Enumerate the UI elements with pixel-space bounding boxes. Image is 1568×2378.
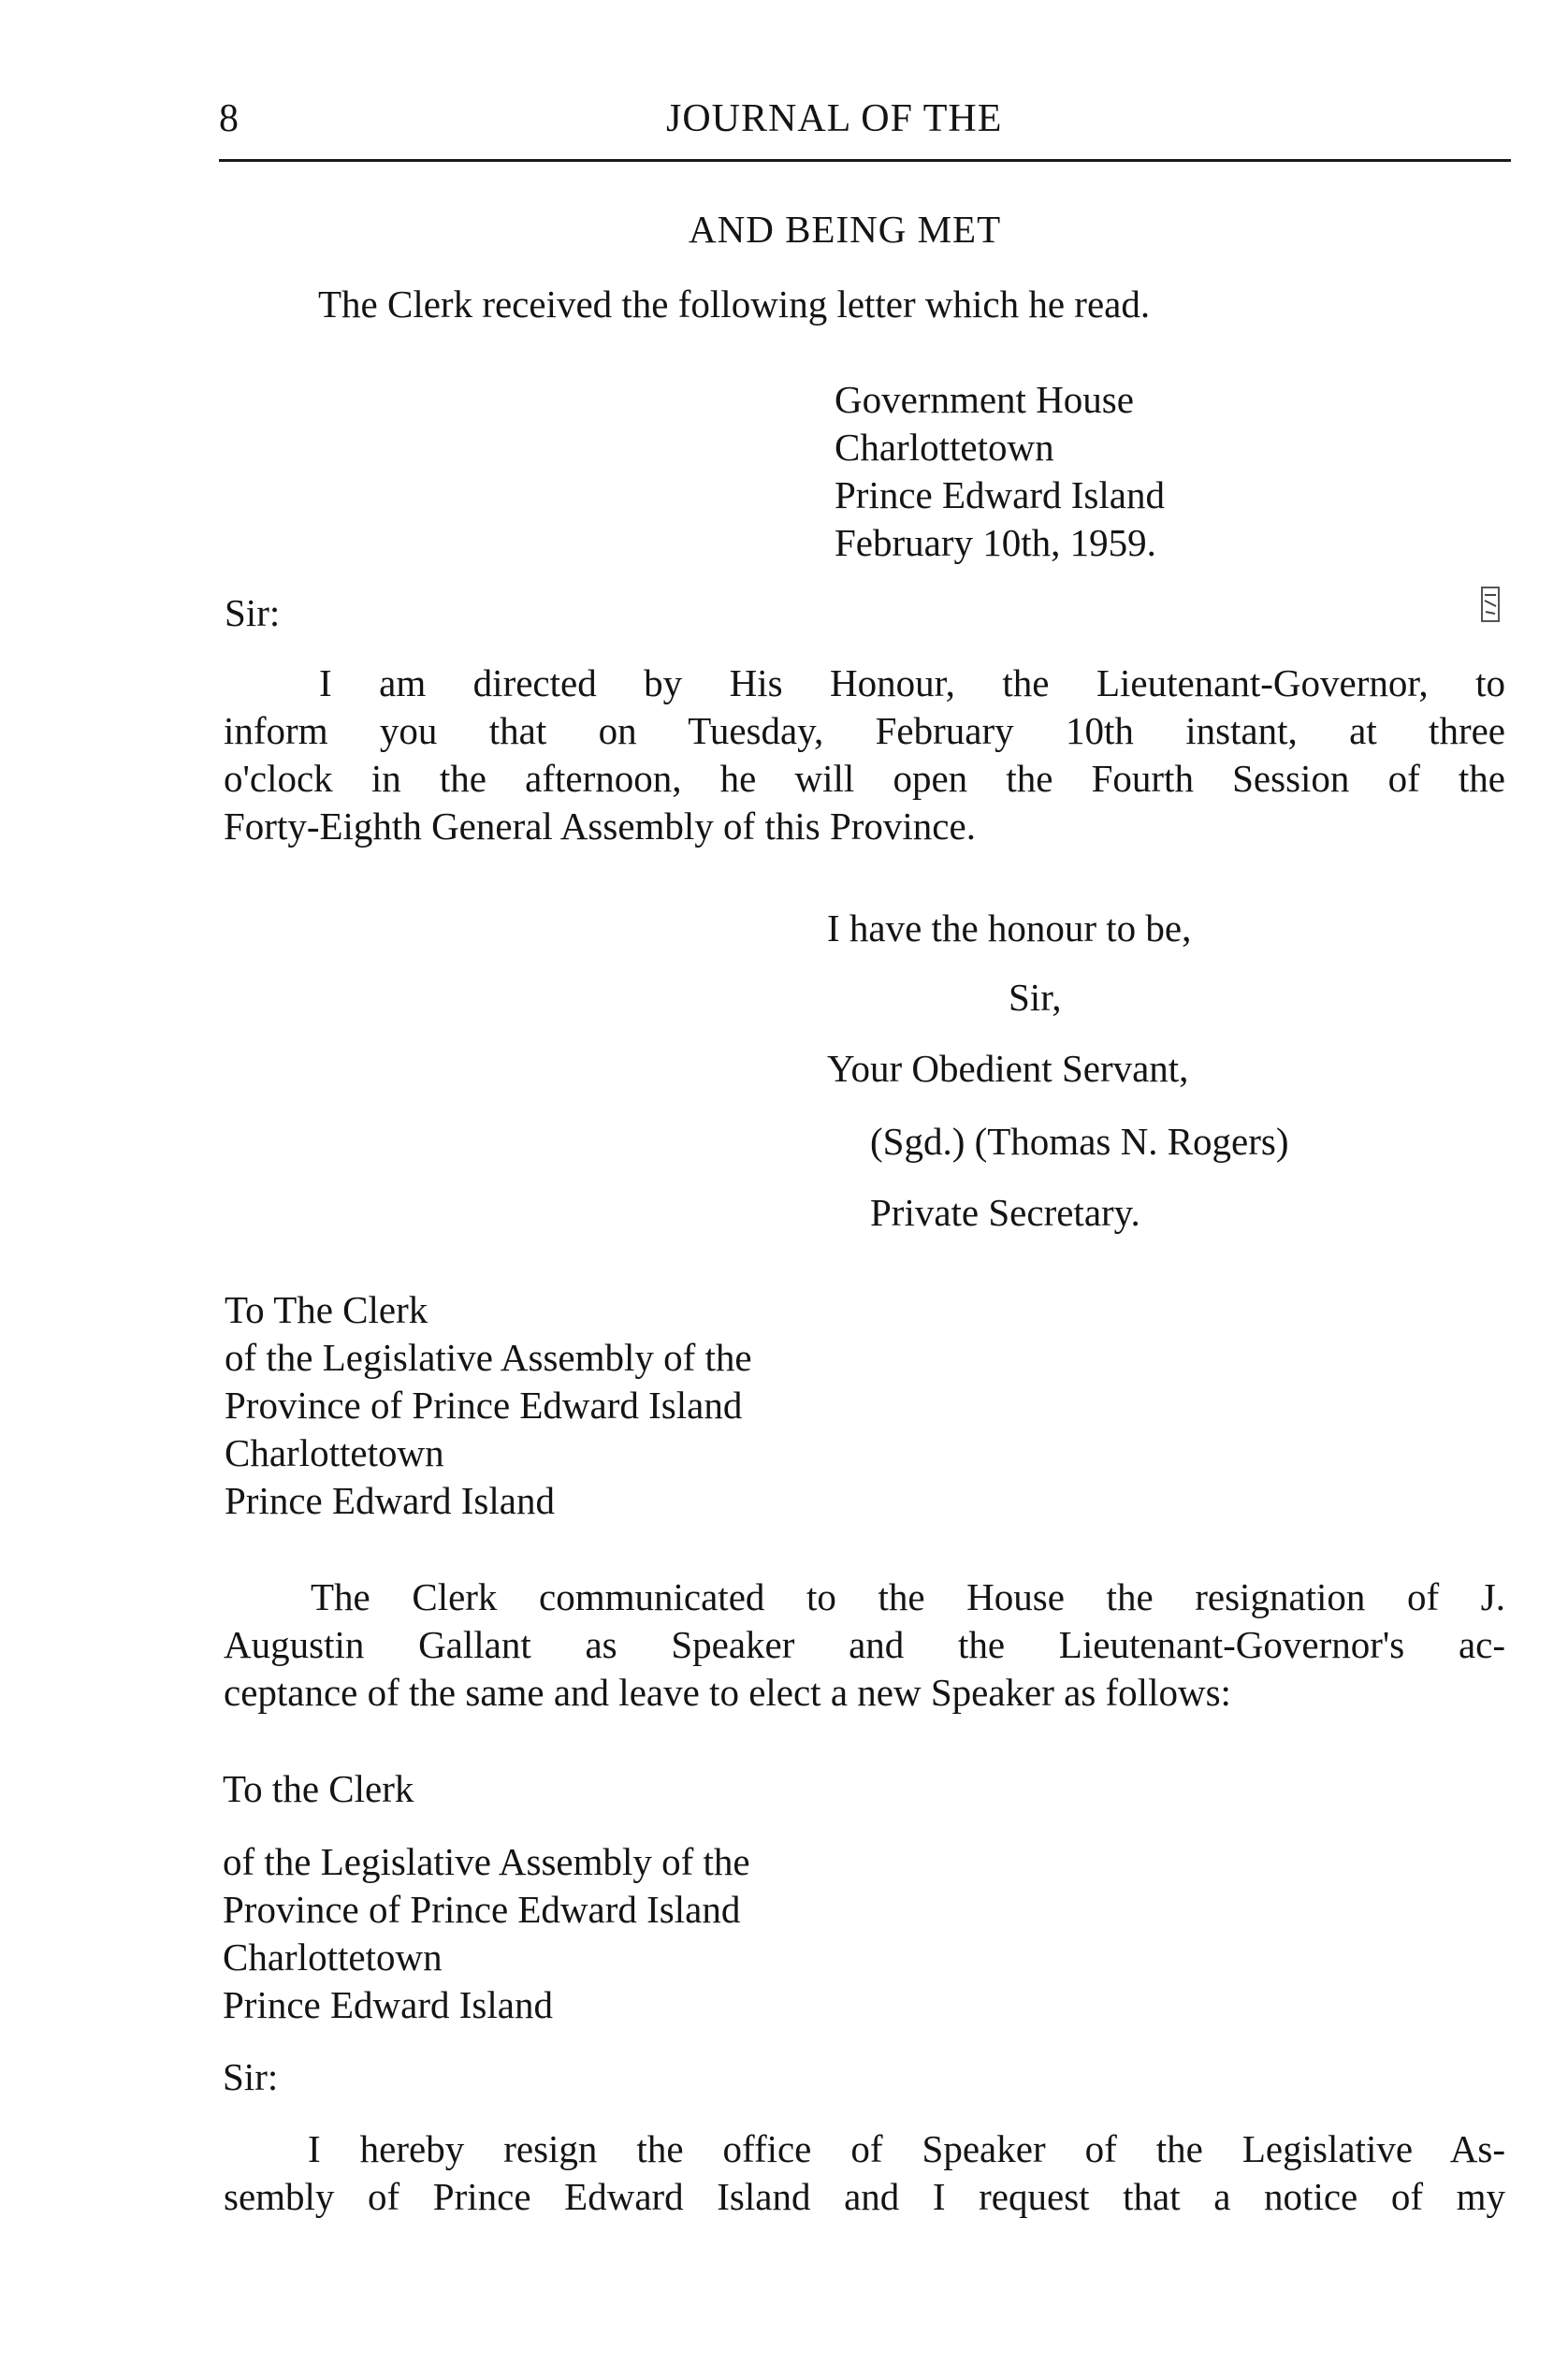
communication-paragraph xyxy=(224,1573,1505,1717)
letter2-salutation: Sir: xyxy=(223,2055,279,2098)
paragraph-line: Augustin Gallant as Speaker and the Lieutenant-Governor's ac- xyxy=(224,1623,1505,1666)
letter2-body xyxy=(224,2125,1505,2221)
address-line: Government House xyxy=(835,378,1134,421)
letter1-closing-servant: Your Obedient Servant, xyxy=(827,1047,1189,1090)
letter-date: February 10th, 1959. xyxy=(835,521,1156,564)
letter1-salutation: Sir: xyxy=(225,591,281,634)
body-line: Forty-Eighth General Assembly of this Province. xyxy=(224,805,976,848)
letter1-sender-address xyxy=(835,376,1165,567)
letter2-recipient-first: To the Clerk xyxy=(223,1767,414,1810)
paragraph-line: ceptance of the same and leave to elect a new Speaker as follows: xyxy=(224,1671,1231,1714)
letter1-signer-title: Private Secretary. xyxy=(870,1191,1140,1234)
recipient-line: of the Legislative Assembly of the xyxy=(223,1840,750,1883)
intro-paragraph: The Clerk received the following letter which he read. xyxy=(318,283,1151,326)
page-number: 8 xyxy=(219,97,239,140)
body-line: sembly of Prince Edward Island and I request that a notice of my xyxy=(224,2175,1505,2218)
address-line: Prince Edward Island xyxy=(835,473,1165,516)
address-line: Charlottetown xyxy=(835,426,1054,469)
running-header-title: JOURNAL OF THE xyxy=(666,97,1003,140)
body-line: I am directed by His Honour, the Lieutenant-Governor, to xyxy=(319,661,1505,704)
paragraph-line: The Clerk communicated to the House the resignation of J. xyxy=(311,1575,1505,1618)
recipient-line: Province of Prince Edward Island xyxy=(225,1384,743,1427)
header-rule xyxy=(219,159,1511,162)
stamp-mark xyxy=(1480,586,1501,623)
body-line: I hereby resign the office of Speaker of the Legislative As- xyxy=(308,2127,1505,2170)
letter2-recipient-address xyxy=(223,1838,750,2029)
recipient-line: Province of Prince Edward Island xyxy=(223,1888,741,1931)
letter1-signature: (Sgd.) (Thomas N. Rogers) xyxy=(870,1120,1289,1163)
recipient-line: Charlottetown xyxy=(225,1431,444,1474)
recipient-line: Prince Edward Island xyxy=(223,1983,553,2026)
letter1-body xyxy=(224,660,1505,850)
body-line: inform you that on Tuesday, February 10th instant, at three xyxy=(224,709,1505,752)
recipient-line: of the Legislative Assembly of the xyxy=(225,1336,752,1379)
letter1-closing-phrase: I have the honour to be, xyxy=(827,906,1192,950)
body-line: o'clock in the afternoon, he will open the Fourth Session of the xyxy=(224,757,1505,800)
recipient-line: Prince Edward Island xyxy=(225,1479,555,1522)
letter1-closing-sir: Sir, xyxy=(1009,976,1062,1019)
recipient-line: Charlottetown xyxy=(223,1936,443,1979)
recipient-line: To The Clerk xyxy=(225,1288,428,1331)
section-heading: AND BEING MET xyxy=(689,208,1002,251)
letter1-recipient-address xyxy=(225,1286,752,1525)
